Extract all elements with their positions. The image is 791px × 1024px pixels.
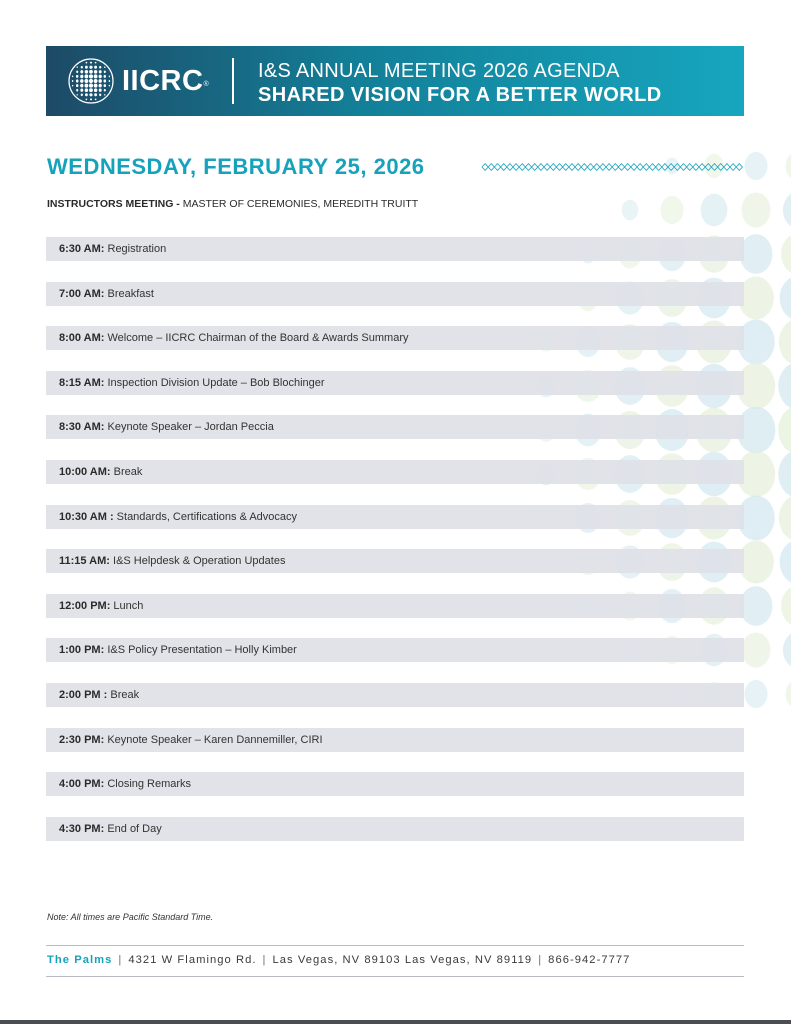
agenda-item: Break — [110, 688, 140, 701]
agenda-list — [46, 237, 744, 861]
agenda-time: 6:30 AM: — [59, 243, 105, 255]
iicrc-logo-text: IICRC® — [122, 65, 210, 97]
footer-separator: | — [118, 954, 123, 966]
timezone-note: Note: All times are Pacific Standard Time. — [47, 912, 214, 922]
footer-phone: 866-942-7777 — [548, 954, 631, 966]
agenda-item: Standards, Certifications & Advocacy — [116, 510, 298, 523]
agenda-row — [46, 505, 744, 529]
agenda-item: Keynote Speaker – Jordan Peccia — [107, 421, 274, 434]
agenda-row — [46, 415, 744, 439]
agenda-row — [46, 683, 744, 707]
agenda-time: 8:15 AM: — [59, 376, 105, 389]
agenda-item: Keynote Speaker – Karen Dannemiller, CIRI — [107, 733, 323, 746]
banner-subtitle: SHARED VISION FOR A BETTER WORLD — [258, 84, 662, 106]
agenda-time: 2:00 PM : — [59, 688, 108, 701]
agenda-item: Registration — [107, 243, 167, 255]
agenda-row — [46, 817, 744, 841]
agenda-time: 7:00 AM: — [59, 287, 105, 300]
agenda-time: 10:30 AM : — [59, 510, 114, 523]
agenda-row — [46, 638, 744, 662]
agenda-row — [46, 460, 744, 484]
agenda-time: 1:00 PM: — [59, 644, 105, 657]
meeting-subtitle — [47, 198, 418, 210]
agenda-item: Welcome – IICRC Chairman of the Board & Awards Summary — [107, 332, 409, 345]
footer-address — [47, 954, 745, 966]
header-banner — [46, 46, 744, 116]
footer-top-rule — [46, 945, 744, 946]
agenda-time: 4:00 PM: — [59, 778, 105, 791]
banner-divider — [232, 58, 234, 104]
page-bottom-rule — [0, 1020, 791, 1024]
agenda-time: 2:30 PM: — [59, 733, 105, 746]
agenda-row — [46, 549, 744, 573]
agenda-time: 12:00 PM: — [59, 599, 111, 612]
agenda-item: I&S Policy Presentation – Holly Kimber — [107, 644, 297, 657]
agenda-row — [46, 772, 744, 796]
agenda-row — [46, 282, 744, 306]
iicrc-globe-logo-icon — [68, 58, 114, 104]
agenda-row — [46, 594, 744, 618]
agenda-time: 11:15 AM: — [59, 555, 110, 568]
footer-venue: The Palms — [47, 954, 113, 966]
agenda-row — [46, 371, 744, 395]
diamond-pattern-rule — [478, 161, 744, 173]
banner-title: I&S ANNUAL MEETING 2026 AGENDA — [258, 60, 620, 82]
footer-bottom-rule — [46, 976, 744, 977]
meeting-label: INSTRUCTORS MEETING - — [47, 198, 180, 210]
agenda-row — [46, 728, 744, 752]
agenda-row — [46, 326, 744, 350]
agenda-row — [46, 237, 744, 261]
agenda-item: Breakfast — [107, 287, 154, 300]
agenda-item: End of Day — [107, 822, 162, 835]
agenda-time: 8:30 AM: — [59, 421, 105, 434]
agenda-item: Closing Remarks — [107, 778, 192, 791]
footer-separator: | — [538, 954, 543, 966]
agenda-item: I&S Helpdesk & Operation Updates — [113, 555, 286, 568]
agenda-time: 4:30 PM: — [59, 822, 105, 835]
agenda-item: Lunch — [113, 599, 144, 612]
footer-street: 4321 W Flamingo Rd. — [128, 954, 257, 966]
meeting-detail: MASTER OF CEREMONIES, MEREDITH TRUITT — [182, 198, 419, 210]
footer-city: Las Vegas, NV 89103 Las Vegas, NV 89119 — [272, 954, 533, 966]
agenda-item: Inspection Division Update – Bob Blochinger — [107, 376, 325, 389]
agenda-time: 10:00 AM: — [59, 465, 111, 478]
footer-separator: | — [262, 954, 267, 966]
agenda-item: Break — [113, 465, 143, 478]
agenda-time: 8:00 AM: — [59, 332, 105, 345]
date-heading: WEDNESDAY, FEBRUARY 25, 2026 — [47, 154, 425, 179]
